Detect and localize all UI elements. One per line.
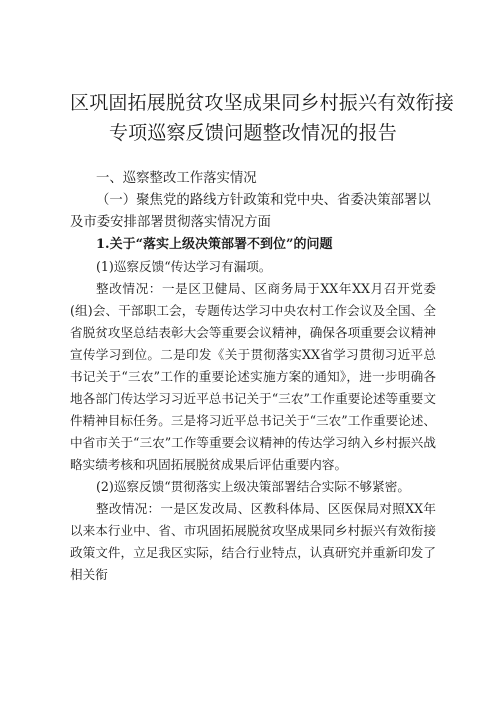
section-heading: 一、巡察整改工作落实情况 (96, 171, 257, 186)
point-heading-2: (2)巡察反馈“贯彻落实上级决策部署结合实际不够紧密。 (96, 479, 410, 494)
title-line-1: 区巩固拓展脱贫攻坚成果同乡村振兴有效衔接 (70, 92, 455, 114)
point-body-2: 整改情况：一是区发改局、区教科体局、区医保局对照XX年以来本行业中、省、市巩固拓展脱贫攻坚成果同乡村振兴有效衔接政策文件，立足我区实际，结合行业特点，认真研究并重新印发了相关衔 (70, 501, 436, 582)
title-line-2: 专项巡察反馈问题整改情况的报告 (108, 122, 397, 144)
report-title (70, 88, 455, 148)
item-heading: 1.关于“落实上级决策部署不到位”的问题 (96, 237, 333, 252)
subsection-heading: （一）聚焦党的路线方针政策和党中央、省委决策部署以及市委安排部署贯彻落实情况方面 (70, 193, 431, 230)
point-heading-1: (1)巡察反馈“传达学习有漏项。 (96, 259, 272, 274)
point-body-1: 整改情况：一是区卫健局、区商务局于XX年XX月召开党委(组)会、干部职工会，专题传达学习中央农村工作会议及全国、全省脱贫攻坚总结表彰大会等重要会议精神，确保各项重要会议精神宣传学习到位。二是印发《关于贯彻落实XX省学习贯彻习近平总书记关于“三农”工作的重要论述实施方案的通知》，进一步明确各地各部门传达学习习近平总书记关于“三农”工作重要论述等重要文件精神目标任务。三是将习近平总书记关于“三农”工作重要论述、中省市关于“三农”工作等重要会议精神的传达学习纳入乡村振兴战略实绩考核和巩固拓展脱贫成果后评估重要内容。 (70, 281, 436, 472)
